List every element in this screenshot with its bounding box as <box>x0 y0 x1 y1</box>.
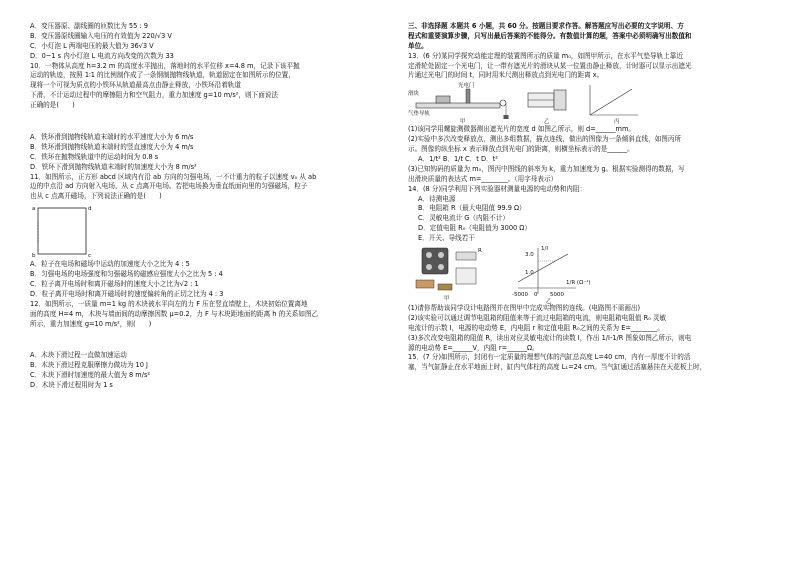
q10-figure-space <box>30 111 375 133</box>
section-header-line-1: 三、非选择题 本题共 6 小题，共 60 分。按题目要求作答。解答题应写出必要的文字说明、方 <box>408 22 684 30</box>
q12-figure-space <box>30 329 375 351</box>
graph-line <box>590 89 632 115</box>
q14-figures <box>408 244 768 304</box>
q11-option-d: D．粒子离开电场时和离开磁场时的速度偏转角的正切之比为 4 : 3 <box>30 289 224 298</box>
q10-option-c: C．铁环在抛物线轨道中的运动时间为 0.8 s <box>30 152 159 161</box>
galvanometer <box>456 268 476 284</box>
q14-stem: 14．(8 分)同学利用下列实验器材测量电源的电动势和内阻： <box>408 184 587 193</box>
label-origin: 0 <box>534 292 538 299</box>
label-yi: 乙 <box>544 119 550 126</box>
label-track: 气垫导轨 <box>408 111 431 118</box>
q12-options <box>30 351 375 391</box>
q11-line-3: 也从 c 点离开磁场，下列说法正确的是( ) <box>30 192 162 201</box>
q10-options <box>30 133 375 173</box>
q13-figures <box>408 81 768 125</box>
q12-option-a: A．木块下滑过程一直做加速运动 <box>30 351 127 360</box>
battery <box>416 280 434 288</box>
q10-line-4: 下滑，不计运动过程中的摩擦阻力和空气阻力，重力加速度 g=10 m/s²，则下面说法 <box>30 91 279 100</box>
q11-line-1: 11．如图所示，正方形 abcd 区域内有沿 ab 方向的匀强电场，一不计重力的粒子以速度 v₀ 从 ab <box>30 172 317 181</box>
q14-part-2: (2)该实验可以通过调节电阻箱的阻值来等于流过电阻箱的电流，则电阻箱电阻值 R₀ 灵敏 <box>408 313 667 322</box>
q9-option-c: C．小灯泡 L 两端电压的最大值为 36√3 V <box>30 41 154 50</box>
label-bing: 丙 <box>614 119 620 126</box>
q12-line-1: 12．如图所示，一质量 m=1 kg 的木块被水平向左的力 F 压在竖直墙壁上，木块初始位置离地 <box>30 299 308 308</box>
q9-option-a: A．变压器原、副线圈的匝数比为 55 : 9 <box>30 22 148 30</box>
q11-figure <box>30 202 375 260</box>
q10-line-5: 正确的是( ) <box>30 101 75 110</box>
q14-parts <box>408 304 768 353</box>
q13-part-3: (3)已知钩码的质量为 m₀，图丙中图线的斜率为 k，重力加速度为 g。根据实验测得的数据，写 <box>408 164 685 173</box>
label-jia: 甲 <box>460 119 466 126</box>
label-yi-14: 乙 <box>546 299 552 305</box>
micrometer-thimble <box>554 90 566 110</box>
q9-options <box>30 22 375 62</box>
q15-line-1: 15．(7 分)如图所示，封闭有一定质量的理想气体的汽缸总高度 L=40 cm，内有一厚度不计的活 <box>408 353 691 362</box>
q14-item-d: D．定值电阻 R₀（电阻值为 3000 Ω） <box>418 224 531 233</box>
slider-block <box>436 96 450 103</box>
right-column <box>408 22 768 373</box>
q9-option-d: D．0~1 s 内小灯泡 L 电流方向改变的次数为 33 <box>30 51 174 60</box>
q10-line-3: 现将一个可视为质点的小铁环从轨道最高点由静止释放，小铁环沿着轨道 <box>30 81 241 90</box>
q13-part-2b: 示。图像的纵坐标 x 表示释放点到光电门的距离，则横坐标表示的是______。 <box>408 145 634 154</box>
q14-item-a: A．待测电源 <box>418 194 456 203</box>
q11-option-b: B．匀强电场的电场强度和匀强磁场的磁感应强度大小之比为 5 : 4 <box>30 270 223 279</box>
q14-part-3b: 源的电动势 E=______V，内阻 r=______Ω。 <box>408 343 539 352</box>
fixed-resistor <box>456 252 476 260</box>
label-r: R <box>478 248 482 255</box>
q15-stem <box>408 353 768 373</box>
q13-part-3b: 出滑块质量的表达式 m=________。（用字母表示） <box>408 174 558 183</box>
q10-option-a: A．铁环滑到抛物线轨道末端时的水平速度大小为 6 m/s <box>30 133 194 142</box>
q13-line-1: 13．(6 分)某同学探究动能定理的装置图所示的质量 m₀，如图甲所示，在水平气垫导轨上靠近 <box>408 51 683 60</box>
q14-item-e: E．开关、导线若干 <box>418 234 475 243</box>
label-neg-5000: -5000 <box>512 292 528 299</box>
q11-square <box>38 208 86 254</box>
q13-figure-apparatus <box>408 81 509 125</box>
q14-items <box>408 195 768 244</box>
q10-stem <box>30 62 375 111</box>
q11-label-c: c <box>88 253 92 260</box>
label-x-axis: 1/R (Ω⁻¹) <box>566 280 591 287</box>
resistance-box <box>422 248 448 274</box>
q13-figure-graph <box>590 85 638 125</box>
label-5000: 5000 <box>550 292 564 299</box>
photogate <box>466 89 470 103</box>
q13-parts <box>408 125 768 184</box>
q14-part-1: (1)请你帮助该同学设计电路图并在图甲中完成实物图的连线。(电路图不需画出) <box>408 304 641 313</box>
q14-figure-equipment <box>416 248 482 302</box>
q12-line-2: 面的高度 H=4 m，木块与墙面间的动摩擦因数 μ=0.2，力 F 与木块距地面的距离 h 的关系如图乙 <box>30 309 319 318</box>
q13-part-2-options: A．1/t² B．1/t C．t D．t² <box>418 155 498 164</box>
q14-figure-graph <box>512 246 591 304</box>
graph14-line <box>518 254 568 282</box>
hook-weight <box>504 115 509 119</box>
q11-option-c: C．粒子离开电场时和离开磁场时的速度大小之比为√2 : 1 <box>30 280 199 289</box>
q12-option-b: B．木块下滑过程克服摩擦力做功为 10 J <box>30 361 148 370</box>
q15-line-2: 塞，当气缸静止在水平地面上时，缸内气体柱的高度 L₁=24 cm。当气缸通过活塞悬挂在天花板上时， <box>408 363 707 372</box>
label-jia-14: 甲 <box>444 296 450 303</box>
section-header <box>408 22 768 52</box>
air-track <box>416 103 500 108</box>
q11-option-a: A．粒子在电场和磁场中运动的加速度大小之比为 4 : 5 <box>30 260 190 269</box>
knob-2 <box>438 252 444 258</box>
q12-line-3: 所示，重力加速度 g=10 m/s²，则( ) <box>30 319 152 328</box>
q10-option-d: D．铁环下滑到抛物线轨道末端时的加速度大小为 8 m/s² <box>30 162 197 171</box>
q12-option-d: D．木块下滑过程用时为 1 s <box>30 381 113 390</box>
pulley <box>500 100 506 106</box>
q10-line-2: 运动的轨迹，按照 1∶1 的比例制作成了一条钢制抛物线轨道，轨道固定在如图所示的位置， <box>30 71 295 80</box>
q13-part-1: (1)该同学用螺旋测微器测出遮光片的宽度 d 如图乙所示，则 d=______mm。 <box>408 125 635 134</box>
q14-item-c: C．灵敏电流计 G（内阻不计） <box>418 214 509 223</box>
section-header-line-2: 程式和重要演算步骤，只写出最后答案的不能得分。有数值计算的题，答案中必须明确写出数值和 <box>408 31 692 40</box>
knob-4 <box>438 264 444 270</box>
q14-part-2b: 电流计的示数 I，电源的电动势 E，内电阻 r 和定值电阻 R₀之间的关系为 E=________。 <box>408 323 664 332</box>
label-y-axis: 1/I <box>541 246 548 253</box>
q11-stem <box>30 173 375 203</box>
knob-1 <box>426 252 432 258</box>
section-header-line-3: 单位。 <box>408 41 428 50</box>
knob-3 <box>426 264 432 270</box>
q14-item-b: B．电阻箱 R（最大电阻值 99.9 Ω） <box>418 204 526 213</box>
q10-line-1: 10．一物体从高度 h=3.2 m 的高度水平抛出，落地时的水平位移 x=4.8 m，记录下该平抛 <box>30 61 300 70</box>
q14-part-3: (3)多次改变电阻箱的阻值 R，读出对应灵敏电流计的读数 I，作出 1/I-1/R 图象如图乙所示，则电 <box>408 333 692 342</box>
q13-line-2: 定滑轮处固定一个光电门，让一带有遮光片的滑块从某一位置由静止释放，计时器可以显示出遮光 <box>408 61 692 70</box>
label-3-0: 3.0 <box>525 252 534 259</box>
q13-figure-micrometer <box>528 90 566 125</box>
q11-line-2: 边的中点沿 ad 方向射入电场，从 c 点离开电场。若把电场换为垂直纸面向里的匀强磁场，粒子 <box>30 182 308 191</box>
q11-options <box>30 260 375 300</box>
switch <box>438 284 452 290</box>
q13-line-3: 片通过光电门的时间 t，同时用米尺测出释放点到光电门的距离 x。 <box>408 71 604 80</box>
q12-stem <box>30 300 375 330</box>
label-slider: 滑块 <box>408 91 420 98</box>
q11-label-b: b <box>32 253 36 260</box>
label-photogate: 光电门 <box>458 83 475 90</box>
q11-label-d: d <box>88 206 92 213</box>
q11-label-a: a <box>32 206 36 213</box>
q13-stem <box>408 52 768 82</box>
q10-option-b: B．铁环滑到抛物线轨道末端时的竖直速度大小为 4 m/s <box>30 142 194 151</box>
left-column <box>30 22 375 391</box>
q9-option-b: B．变压器原线圈输入电压的有效值为 220/√3 V <box>30 31 172 40</box>
label-1-0: 1.0 <box>525 270 534 277</box>
q13-part-2: (2)实验中多次改变释放点，测出多组数据，描点连线，做出的图像为一条倾斜直线，如图丙所 <box>408 135 682 144</box>
q12-option-c: C．木块下滑时加速度的最大值为 8 m/s² <box>30 371 151 380</box>
